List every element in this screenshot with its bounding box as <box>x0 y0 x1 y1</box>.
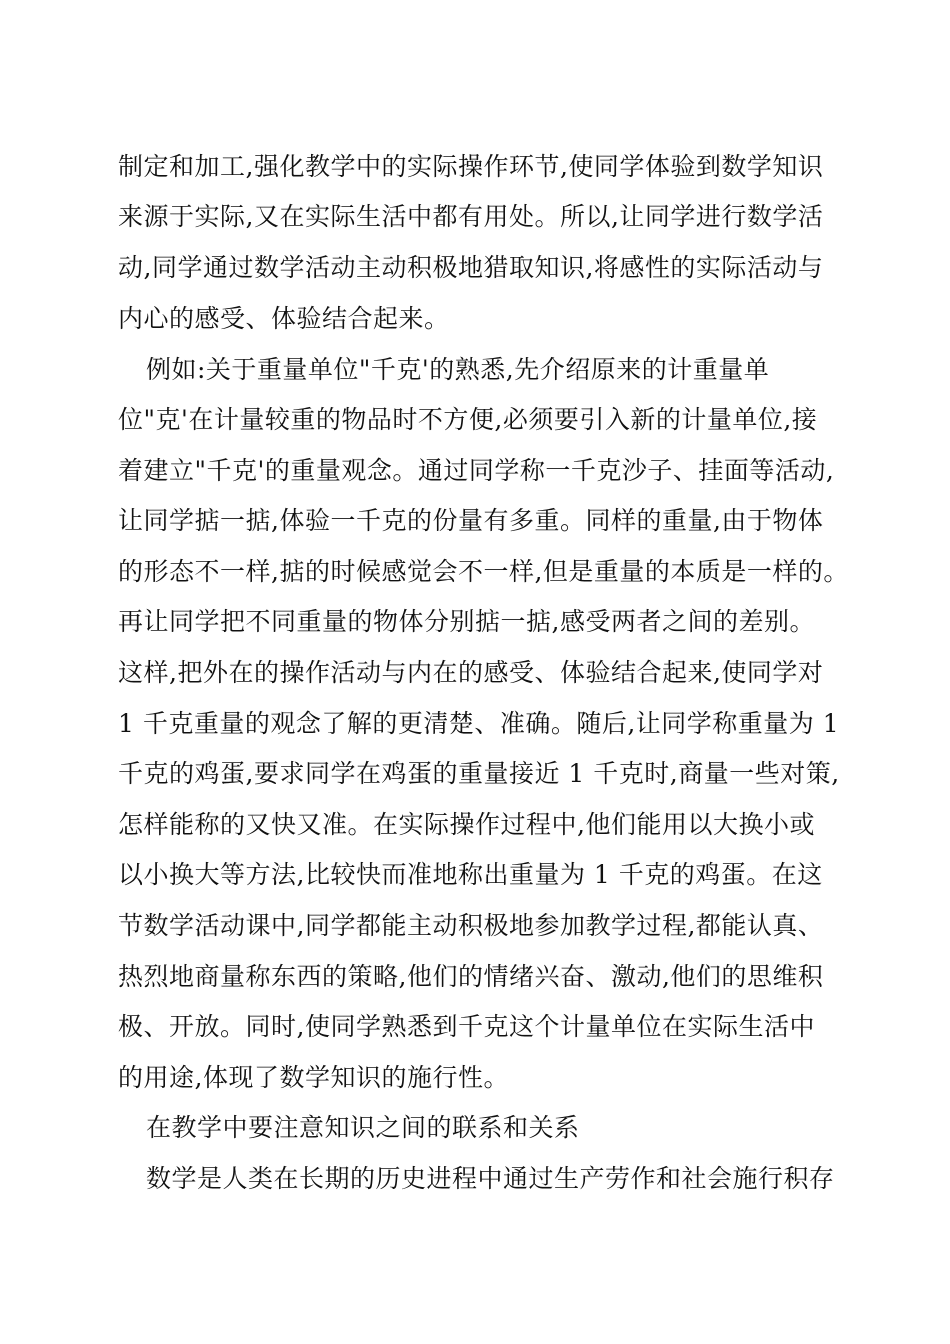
text-line: 极、开放。同时,使同学熟悉到千克这个计量单位在实际生活中 <box>118 1012 815 1041</box>
text-line: 让同学掂一掂,体验一千克的份量有多重。同样的重量,由于物体 <box>118 506 824 535</box>
paragraph-start-line: 数学是人类在长期的历史进程中通过生产劳作和社会施行积存 <box>146 1164 835 1193</box>
text-line: 1 千克重量的观念了解的更清楚、准确。随后,让同学称重量为 1 <box>118 709 840 738</box>
text-line: 内心的感受、体验结合起来。 <box>118 304 450 333</box>
text-line: 来源于实际,又在实际生活中都有用处。所以,让同学进行数学活 <box>118 202 824 231</box>
text-line: 动,同学通过数学活动主动积极地猎取知识,将感性的实际活动与 <box>118 253 824 282</box>
text-line: 的用途,体现了数学知识的施行性。 <box>118 1063 509 1092</box>
section-heading: 在教学中要注意知识之间的联系和关系 <box>146 1113 580 1142</box>
text-line: 千克的鸡蛋,要求同学在鸡蛋的重量接近 1 千克时,商量一些对策, <box>118 759 840 788</box>
text-line: 怎样能称的又快又准。在实际操作过程中,他们能用以大换小或 <box>118 810 815 839</box>
text-line: 位"克'在计量较重的物品时不方便,必须要引入新的计量单位,接 <box>118 405 818 434</box>
text-line: 这样,把外在的操作活动与内在的感受、体验结合起来,使同学对 <box>118 658 824 687</box>
text-line: 再让同学把不同重量的物体分别掂一掂,感受两者之间的差别。 <box>118 607 815 636</box>
text-line: 热烈地商量称东西的策略,他们的情绪兴奋、激动,他们的思维积 <box>118 962 824 991</box>
text-line: 制定和加工,强化教学中的实际操作环节,使同学体验到数学知识 <box>118 152 824 181</box>
text-line: 的形态不一样,掂的时候感觉会不一样,但是重量的本质是一样的。 <box>118 557 849 586</box>
paragraph-start-line: 例如:关于重量单位"千克'的熟悉,先介绍原来的计重量单 <box>146 355 770 384</box>
text-line: 以小换大等方法,比较快而准地称出重量为 1 千克的鸡蛋。在这 <box>118 860 823 889</box>
text-line: 节数学活动课中,同学都能主动积极地参加教学过程,都能认真、 <box>118 911 824 940</box>
text-line: 着建立"千克'的重量观念。通过同学称一千克沙子、挂面等活动, <box>118 456 835 485</box>
